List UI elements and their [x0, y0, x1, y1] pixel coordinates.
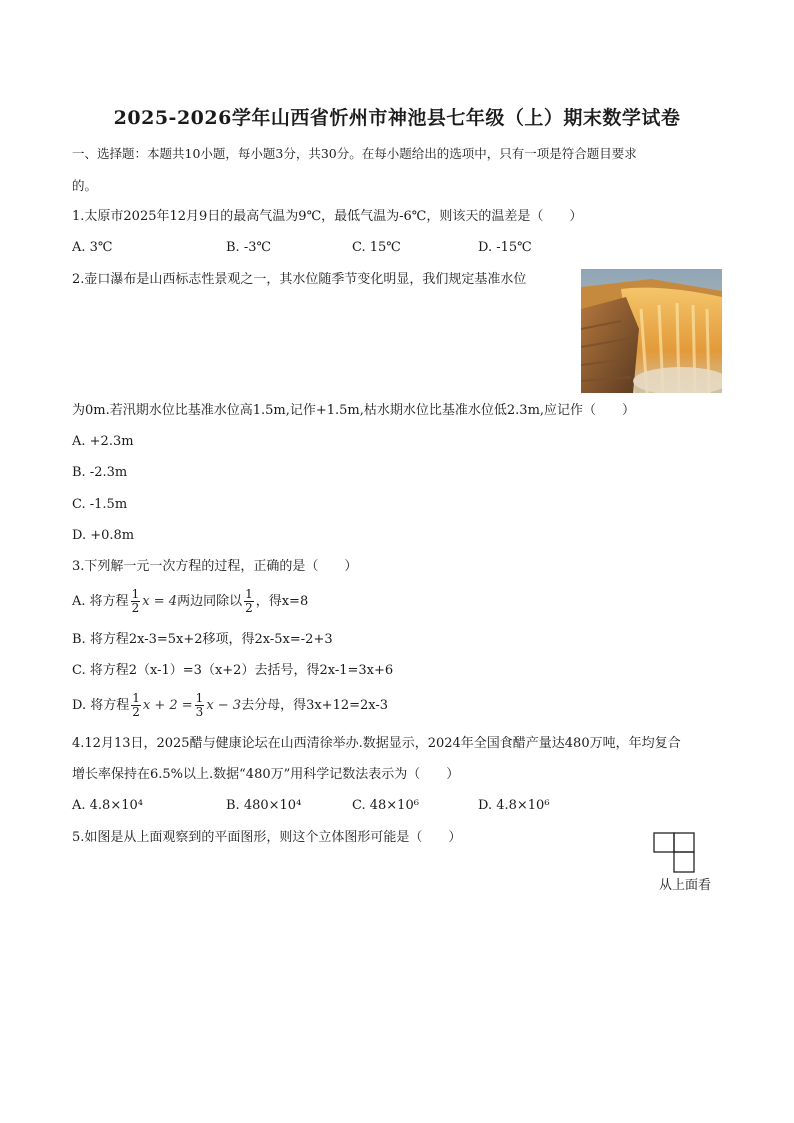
fraction [195, 692, 205, 719]
fraction [244, 588, 254, 615]
q3-a-suffix: ，得x=8 [255, 594, 309, 609]
q3-d-prefix: D. 将方程 [72, 698, 130, 713]
page-title: 2025-2026学年山西省忻州市神池县七年级（上）期末数学试卷 [113, 107, 681, 129]
q3-a-prefix: A. 将方程 [72, 594, 129, 609]
fraction-numerator: 1 [245, 587, 253, 601]
q1-option-b: B. -3℃ [226, 240, 272, 255]
q3-option-c: C. 将方程2（x-1）=3（x+2）去括号，得2x-1=3x+6 [72, 663, 394, 678]
q3-stem: 3.下列解一元一次方程的过程，正确的是（ ） [72, 559, 358, 574]
q1-option-c: C. 15℃ [352, 240, 401, 255]
q2-stem-line1: 2.壶口瀑布是山西标志性景观之一，其水位随季节变化明显，我们规定基准水位 [72, 272, 527, 287]
q5-stem: 5.如图是从上面观察到的平面图形，则这个立体图形可能是（ ） [72, 830, 462, 845]
fraction-denominator: 2 [132, 705, 140, 719]
q4-option-a: A. 4.8×10⁴ [72, 798, 143, 813]
section-instructions-line2: 的。 [72, 178, 98, 193]
q4-option-c: C. 48×10⁶ [352, 798, 419, 813]
fraction-numerator: 1 [132, 691, 140, 705]
q2-option-b: B. -2.3m [72, 465, 128, 480]
q4-stem-line1: 4.12月13日，2025醋与健康论坛在山西清徐举办.数据显示，2024年全国食醋产量达480万吨，年均复合 [72, 736, 681, 751]
q4-stem-line2: 增长率保持在6.5%以上.数据“480万”用科学记数法表示为（ ） [72, 767, 460, 782]
q1-option-d: D. -15℃ [478, 240, 532, 255]
fraction-denominator: 2 [245, 601, 253, 615]
fraction-numerator: 1 [195, 691, 204, 705]
q4-option-b: B. 480×10⁴ [226, 798, 302, 813]
fraction [131, 692, 141, 719]
q3-d-suffix: 去分母，得3x+12=2x-3 [241, 698, 389, 713]
q3-d-equation-left: x + 2 = [142, 698, 193, 713]
q4-option-d: D. 4.8×10⁶ [478, 798, 550, 813]
q3-option-a [72, 584, 308, 620]
q3-option-b: B. 将方程2x-3=5x+2移项，得2x-5x=-2+3 [72, 632, 333, 647]
top-view-figure [652, 832, 698, 874]
q2-stem-line2: 为0m.若汛期水位比基准水位高1.5m,记作+1.5m,枯水期水位比基准水位低2.3m,应记作（ ） [72, 403, 636, 418]
q2-option-d: D. +0.8m [72, 528, 135, 543]
waterfall-image [581, 269, 722, 393]
fraction-denominator: 2 [131, 601, 140, 615]
q2-option-c: C. -1.5m [72, 497, 128, 512]
q1-stem: 1.太原市2025年12月9日的最高气温为9℃，最低气温为-6℃，则该天的温差是（ ） [72, 209, 583, 224]
q2-option-a: A. +2.3m [72, 434, 134, 449]
fraction-denominator: 3 [195, 705, 204, 719]
q3-d-equation-right: x − 3 [206, 698, 242, 713]
section-instructions-line1: 一、选择题：本题共10小题，每小题3分，共30分。在每小题给出的选项中，只有一项是符合题目要求 [72, 146, 637, 161]
q3-option-d [72, 688, 388, 724]
top-view-caption: 从上面看 [659, 878, 712, 893]
fraction [131, 588, 141, 615]
q3-a-middle: 两边同除以 [177, 594, 243, 609]
q1-option-a: A. 3℃ [72, 240, 113, 255]
fraction-numerator: 1 [131, 587, 140, 601]
q3-a-equation: x = 4 [142, 594, 178, 609]
